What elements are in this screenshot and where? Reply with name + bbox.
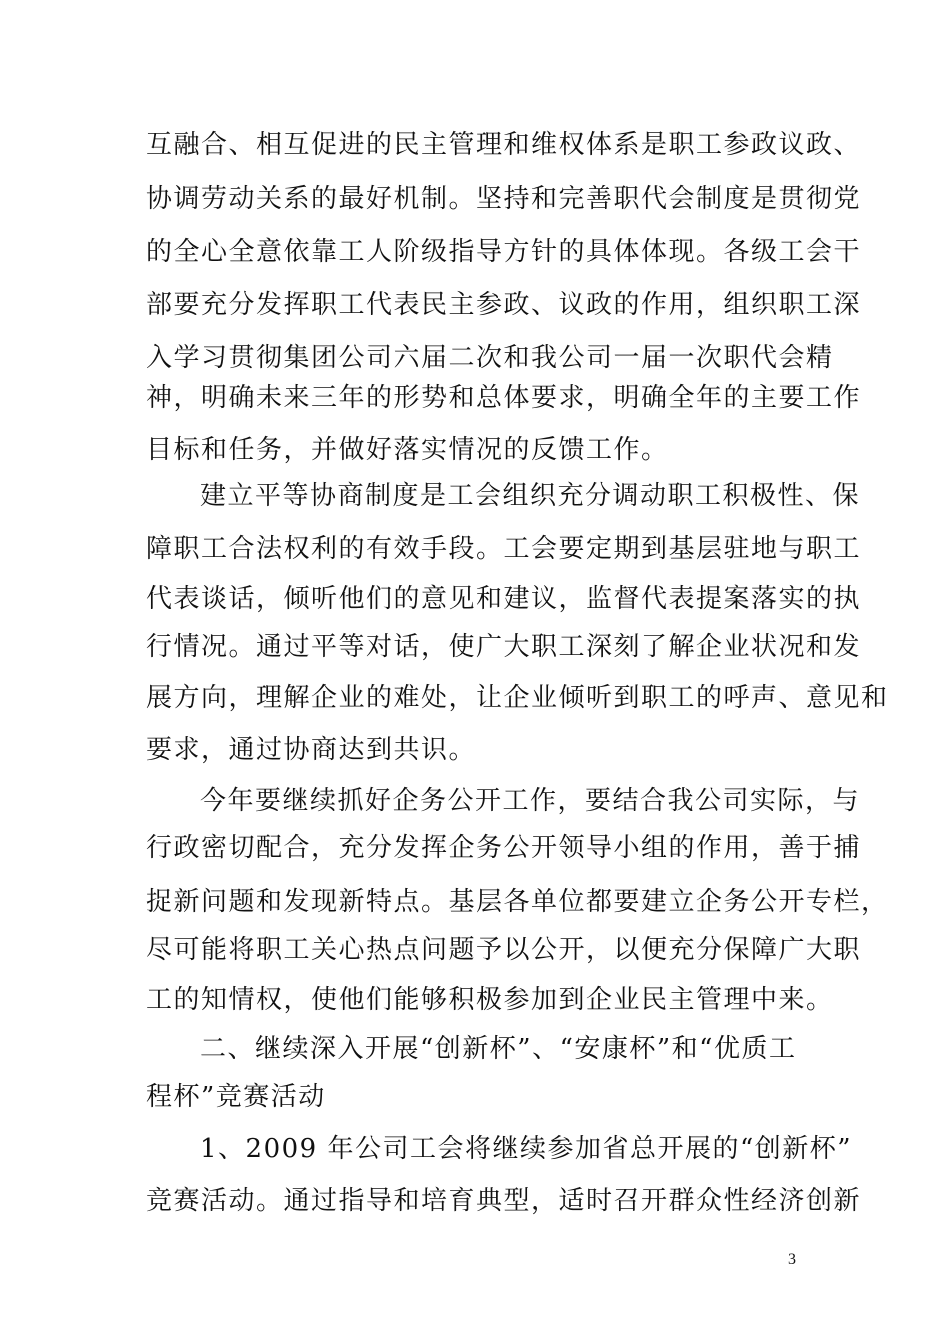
text-line: 入学习贯彻集团公司六届二次和我公司一届一次职代会精 [146, 343, 834, 373]
text-line: 神，明确未来三年的形势和总体要求，明确全年的主要工作 [146, 383, 862, 413]
section-heading-continued: 程杯”竞赛活动 [146, 1082, 326, 1112]
text-line: 目标和任务，并做好落实情况的反馈工作。 [146, 435, 669, 465]
text-line: 障职工合法权利的有效手段。工会要定期到基层驻地与职工 [146, 534, 862, 564]
text-line: 工的知情权，使他们能够积极参加到企业民主管理中来。 [146, 985, 834, 1015]
text-line: 的全心全意依靠工人阶级指导方针的具体体现。各级工会干 [146, 237, 862, 267]
text-line: 尽可能将职工关心热点问题予以公开，以便充分保障广大职 [146, 935, 862, 965]
section-heading: 二、继续深入开展“创新杯”、“安康杯”和“优质工 [200, 1034, 797, 1064]
text-line: 行政密切配合，充分发挥企务公开领导小组的作用，善于捕 [146, 833, 862, 863]
text-line: 捉新问题和发现新特点。基层各单位都要建立企务公开专栏， [146, 887, 889, 917]
text-line: 竞赛活动。通过指导和培育典型，适时召开群众性经济创新 [146, 1186, 862, 1216]
page-number: 3 [788, 1251, 796, 1268]
text-line: 协调劳动关系的最好机制。坚持和完善职代会制度是贯彻党 [146, 184, 862, 214]
paragraph-first-line: 今年要继续抓好企务公开工作，要结合我公司实际，与 [200, 786, 861, 816]
paragraph-first-line: 建立平等协商制度是工会组织充分调动职工积极性、保 [200, 481, 861, 511]
text-line: 部要充分发挥职工代表民主参政、议政的作用，组织职工深 [146, 290, 862, 320]
paragraph-first-line: 1、2009 年公司工会将继续参加省总开展的“创新杯” [200, 1134, 853, 1164]
text-line: 要求，通过协商达到共识。 [146, 735, 477, 765]
text-line: 行情况。通过平等对话，使广大职工深刻了解企业状况和发 [146, 632, 862, 662]
text-line: 展方向，理解企业的难处，让企业倾听到职工的呼声、意见和 [146, 683, 889, 713]
text-line: 代表谈话，倾听他们的意见和建议，监督代表提案落实的执 [146, 584, 862, 614]
text-line: 互融合、相互促进的民主管理和维权体系是职工参政议政、 [146, 130, 862, 160]
